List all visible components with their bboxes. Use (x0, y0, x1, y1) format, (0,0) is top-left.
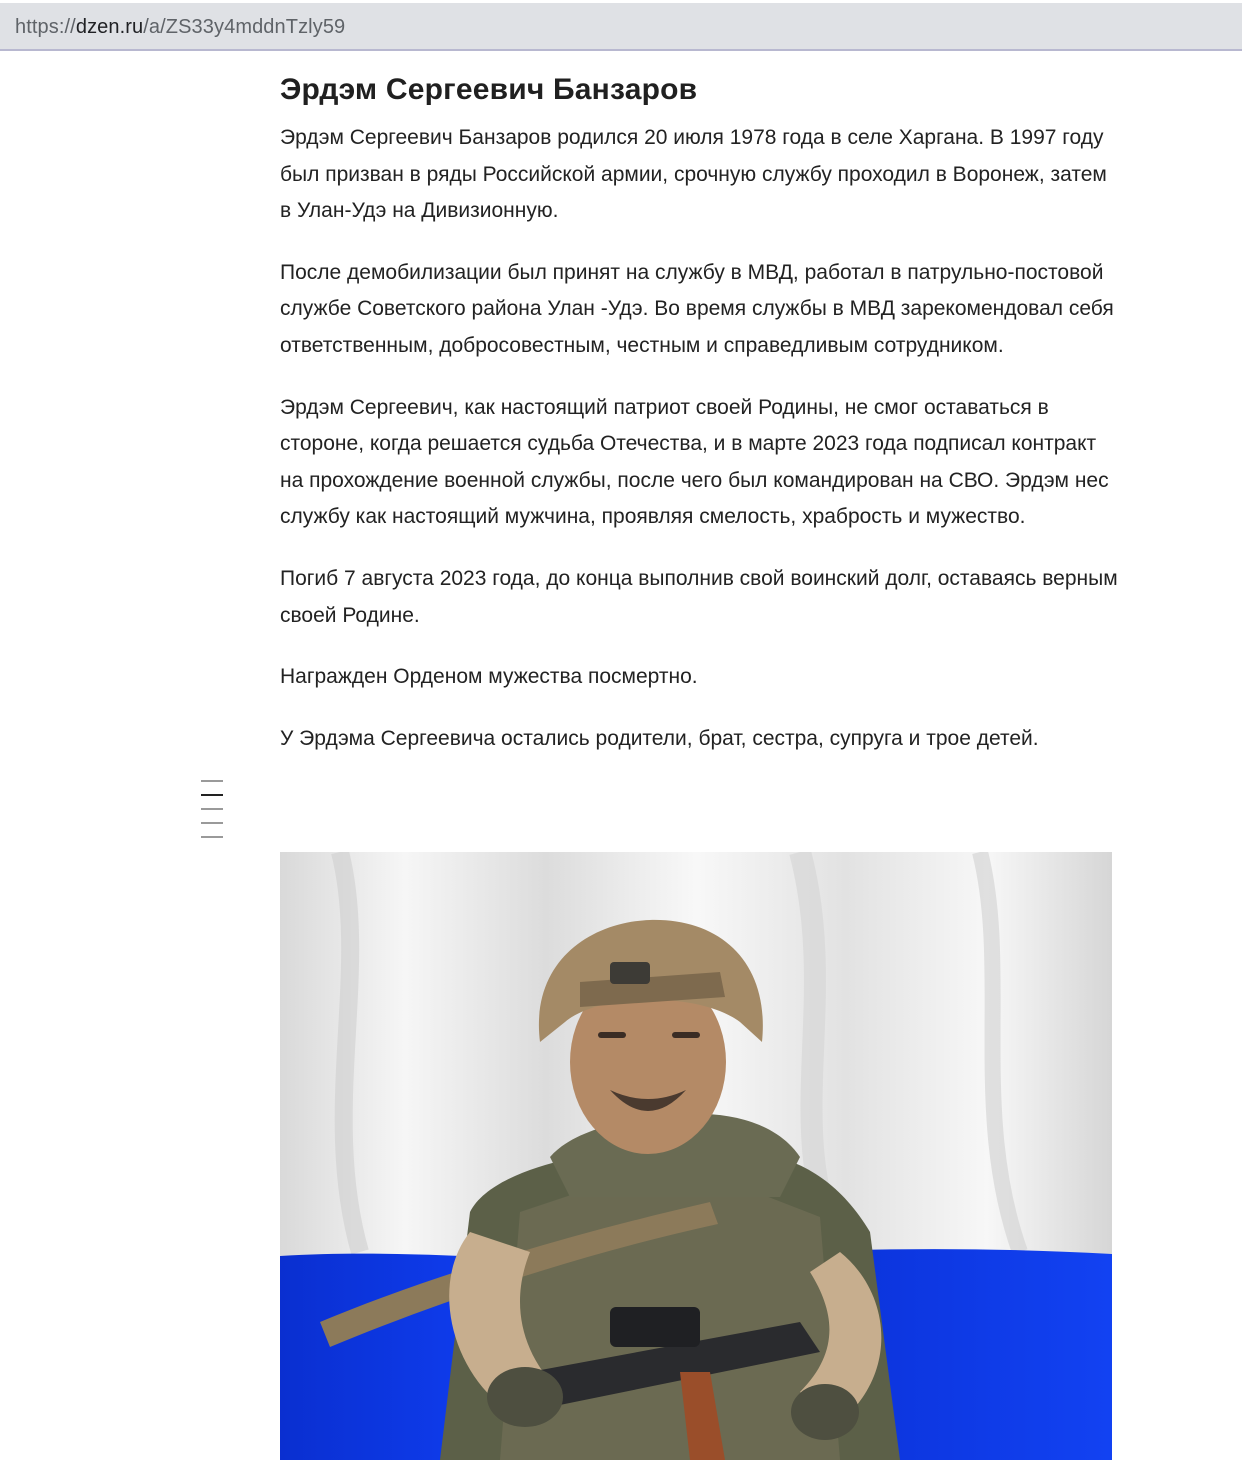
article-paragraph: У Эрдэма Сергеевича остались родители, брат, сестра, супруга и трое детей. (280, 726, 1039, 750)
toc-line[interactable] (201, 780, 223, 782)
article-paragraph: Награжден Орденом мужества посмертно. (280, 665, 698, 689)
table-of-contents-navigator[interactable] (201, 780, 223, 850)
url-host: dzen.ru (75, 16, 144, 38)
url-text[interactable] (15, 16, 345, 39)
article-paragraph: После демобилизации был принят на службу в МВД, работал в патрульно-постовой службе Советского района Улан -Удэ. Во время службы в МВД зарекомендовал себя ответственным, добросовестным, честным и справедливым сотрудником. (280, 260, 1114, 357)
toc-line[interactable] (201, 822, 223, 824)
photo-illustration (280, 852, 1112, 1460)
article (280, 70, 1120, 757)
url-prefix: https:// (15, 16, 76, 38)
article-paragraph: Погиб 7 августа 2023 года, до конца выполнив свой воинский долг, оставаясь верным своей Родине. (280, 566, 1118, 627)
toc-line[interactable] (201, 836, 223, 838)
article-title: Эрдэм Сергеевич Банзаров (280, 73, 698, 106)
article-paragraph: Эрдэм Сергеевич Банзаров родился 20 июля 1978 года в селе Харгана. В 1997 году был призван в ряды Российской армии, срочную службу проходил в Воронеж, затем в Улан-Удэ на Дивизионную. (280, 126, 1107, 223)
toc-line[interactable] (201, 808, 223, 810)
address-bar[interactable] (0, 3, 1242, 51)
url-path: /a/ZS33y4mddnTzly59 (143, 16, 346, 38)
portrait-photo (280, 852, 1112, 1460)
toc-line-active[interactable] (201, 794, 223, 796)
article-paragraph: Эрдэм Сергеевич, как настоящий патриот своей Родины, не смог оставаться в стороне, когда решается судьба Отечества, и в марте 2023 года подписал контракт на прохождение военной службы, после чего был командирован на СВО. Эрдэм нес службу как настоящий мужчина, проявляя смелость, храбрость и мужество. (280, 395, 1109, 529)
